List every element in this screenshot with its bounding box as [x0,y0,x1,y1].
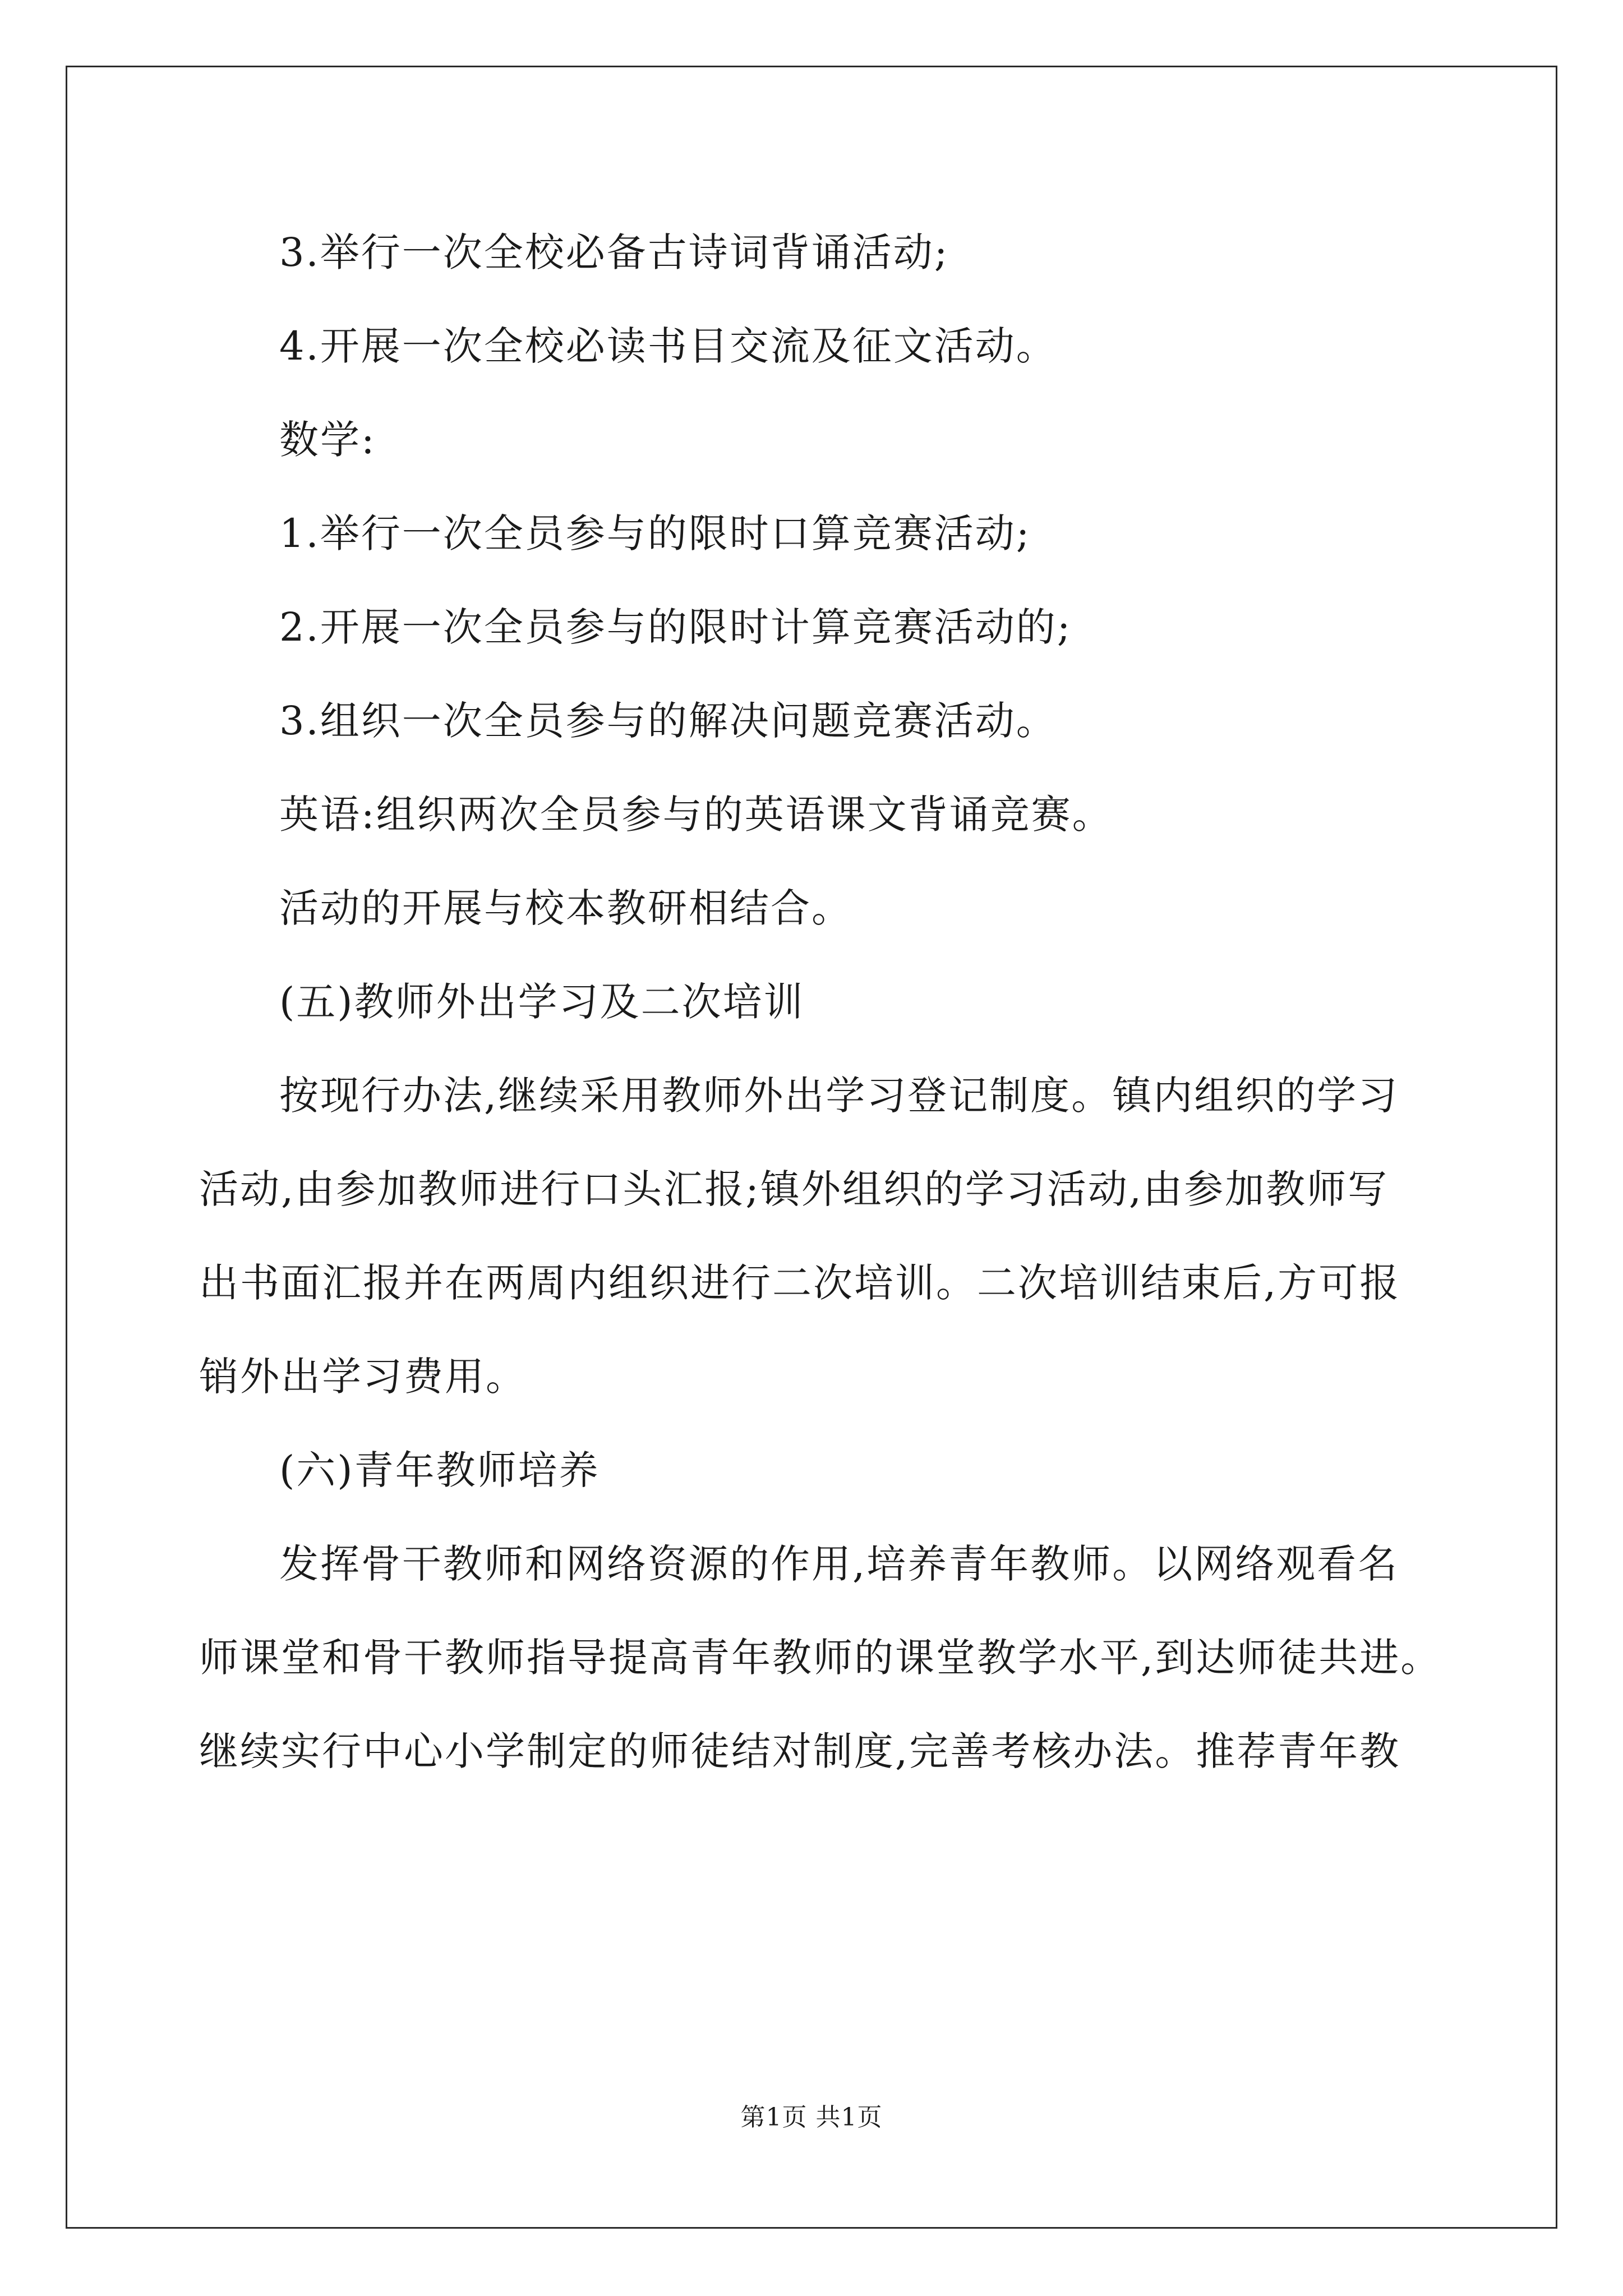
section-heading-math: 数学: [279,417,376,463]
text-line: 4.开展一次全校必读书目交流及征文活动。 [279,323,1057,369]
paragraph-line: 师课堂和骨干教师指导提高青年教师的课堂教学水平,到达师徒共进。 [199,1635,1442,1681]
text-line: 活动的开展与校本教研相结合。 [279,885,852,931]
page-border [66,66,1557,2229]
section-heading-6: (六)青年教师培养 [279,1447,600,1493]
paragraph-line: 发挥骨干教师和网络资源的作用,培养青年教师。以网络观看名 [279,1541,1399,1587]
paragraph-line: 出书面汇报并在两周内组织进行二次培训。二次培训结束后,方可报 [199,1260,1401,1306]
paragraph-line: 按现行办法,继续采用教师外出学习登记制度。镇内组织的学习 [279,1073,1399,1119]
text-line: 英语:组织两次全员参与的英语课文背诵竞赛。 [279,792,1113,838]
paragraph-line: 继续实行中心小学制定的师徒结对制度,完善考核办法。推荐青年教 [199,1728,1401,1774]
section-heading-5: (五)教师外出学习及二次培训 [279,979,805,1025]
text-line: 3.组织一次全员参与的解决问题竞赛活动。 [279,698,1057,744]
page-footer: 第1页 共1页 [740,2103,883,2132]
text-line: 2.开展一次全员参与的限时计算竞赛活动的; [279,604,1072,650]
text-line: 1.举行一次全员参与的限时口算竞赛活动; [279,510,1031,556]
paragraph-line: 活动,由参加教师进行口头汇报;镇外组织的学习活动,由参加教师写 [199,1166,1389,1212]
text-line: 3.举行一次全校必备古诗词背诵活动; [279,229,949,275]
paragraph-line: 销外出学习费用。 [199,1354,527,1400]
